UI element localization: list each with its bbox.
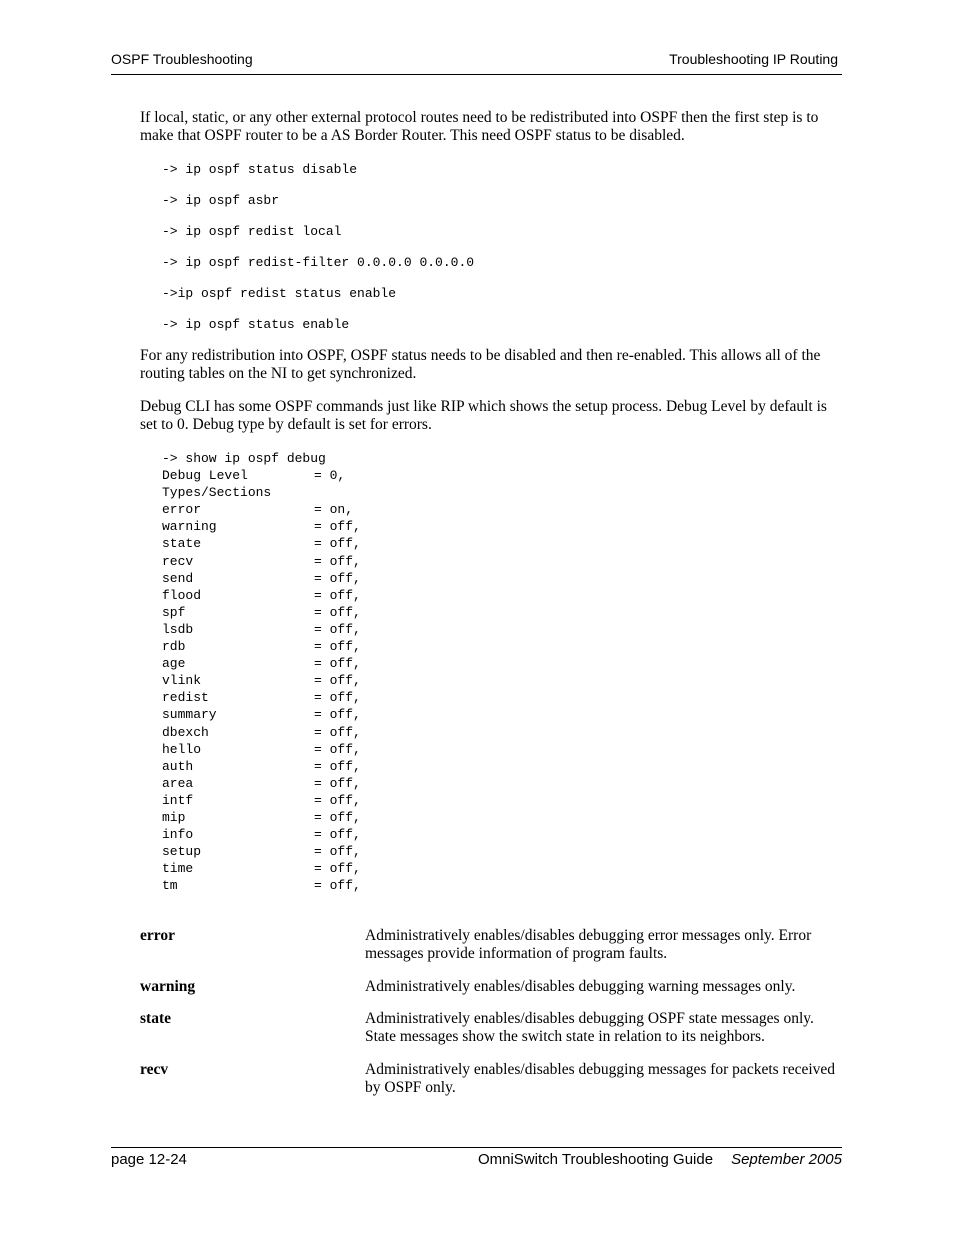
definition-term: state (140, 1010, 171, 1027)
debug-entry-row (162, 621, 361, 638)
command-line: -> ip ospf status disable (162, 162, 358, 177)
debug-entry-value: = off, (314, 724, 361, 740)
debug-entry-value: = on, (314, 502, 354, 518)
debug-entry-value: = off, (314, 827, 361, 843)
guide-title: OmniSwitch Troubleshooting Guide (477, 1151, 714, 1168)
debug-entry-row (162, 518, 361, 535)
debug-entry-value: = off, (314, 844, 361, 860)
debug-entry-name: send (162, 570, 194, 586)
debug-entry-name: rdb (162, 639, 186, 655)
debug-entry-row (162, 501, 361, 518)
debug-entry-row (162, 672, 361, 689)
debug-entry-name: redist (162, 690, 209, 706)
definition-term: warning (140, 978, 196, 995)
debug-entry-value: = off, (314, 741, 361, 757)
debug-entry-value: = off, (314, 621, 361, 637)
debug-entry-value: = off, (314, 639, 361, 655)
debug-entry-value: = off, (314, 536, 361, 552)
debug-entry-value: = off, (314, 861, 361, 877)
debug-output (162, 450, 361, 894)
command-line: ->ip ospf redist status enable (162, 286, 397, 301)
publication-date: September 2005 (731, 1151, 842, 1168)
debug-entry-name: vlink (162, 673, 202, 689)
debug-level-label: Debug Level (162, 468, 248, 484)
debug-entry-name: recv (162, 553, 194, 569)
debug-entry-name: dbexch (162, 724, 209, 740)
debug-entry-name: info (162, 827, 194, 843)
debug-entry-row (162, 860, 361, 877)
debug-entry-value: = off, (314, 604, 361, 620)
running-header-section: OSPF Troubleshooting (111, 51, 253, 67)
debug-entry-row (162, 792, 361, 809)
debug-entry-row (162, 724, 361, 741)
debug-level-value: = 0, (314, 468, 346, 484)
debug-command: -> show ip ospf debug (162, 451, 326, 466)
running-header-chapter: Troubleshooting IP Routing (669, 51, 838, 67)
debug-entry-value: = off, (314, 758, 361, 774)
debug-entry-value: = off, (314, 519, 361, 535)
debug-entry-value: = off, (314, 775, 361, 791)
page-number: page 12-24 (111, 1151, 187, 1168)
definition-term: recv (140, 1061, 169, 1078)
command-line: -> ip ospf status enable (162, 317, 350, 332)
debug-entry-name: flood (162, 587, 202, 603)
footer-guide (478, 1151, 842, 1168)
command-line: -> ip ospf redist-filter 0.0.0.0 0.0.0.0 (162, 255, 475, 270)
debug-entry-row (162, 553, 361, 570)
debug-entry-row (162, 604, 361, 621)
debug-entry-name: mip (162, 809, 186, 825)
debug-entry-name: intf (162, 792, 194, 808)
debug-entry-row (162, 877, 361, 894)
command-line: -> ip ospf asbr (162, 193, 280, 208)
debug-entry-value: = off, (314, 673, 361, 689)
definition-term: error (140, 927, 175, 944)
debug-entry-row (162, 758, 361, 775)
debug-entry-name: setup (162, 844, 202, 860)
debug-entry-name: warning (162, 519, 217, 535)
command-line: -> ip ospf redist local (162, 224, 342, 239)
debug-entry-row (162, 843, 361, 860)
definition-description: Administratively enables/disables debugging warning messages only. (365, 978, 796, 995)
definition-description: Administratively enables/disables debugging OSPF state messages only. State messages show the switch state in relation to its neighbors. (365, 1010, 814, 1045)
debug-entry-name: time (162, 861, 194, 877)
debug-entry-row (162, 741, 361, 758)
definition-description: Administratively enables/disables debugging messages for packets received by OSPF only. (365, 1061, 836, 1096)
debug-sections-label: Types/Sections (162, 485, 272, 501)
debug-entry-value: = off, (314, 809, 361, 825)
debug-entry-row (162, 655, 361, 672)
debug-entry-row (162, 689, 361, 706)
debug-entry-name: summary (162, 707, 217, 723)
debug-entry-name: error (162, 502, 202, 518)
debug-entry-row (162, 535, 361, 552)
debug-entry-row (162, 826, 361, 843)
debug-entry-row (162, 587, 361, 604)
header-rule (111, 74, 842, 75)
debug-entry-row (162, 638, 361, 655)
redistribution-paragraph: For any redistribution into OSPF, OSPF status needs to be disabled and then re-enabled. This allows all of the routing tables on the NI to get synchronized. (140, 347, 821, 382)
debug-entry-name: hello (162, 741, 202, 757)
debug-entry-value: = off, (314, 690, 361, 706)
debug-entry-value: = off, (314, 570, 361, 586)
debug-entry-name: tm (162, 878, 178, 894)
definition-description: Administratively enables/disables debugging error messages only. Error messages provide information of program faults. (365, 927, 812, 962)
debug-entry-row (162, 809, 361, 826)
debug-entry-value: = off, (314, 587, 361, 603)
debug-entry-name: area (162, 775, 194, 791)
footer-rule (111, 1147, 842, 1148)
debug-entry-value: = off, (314, 792, 361, 808)
debug-entry-name: state (162, 536, 202, 552)
debug-entry-name: age (162, 656, 186, 672)
debug-entry-name: spf (162, 604, 186, 620)
debug-entry-value: = off, (314, 878, 361, 894)
debug-entry-row (162, 570, 361, 587)
debug-level-row (162, 467, 361, 484)
debug-entry-name: lsdb (162, 621, 194, 637)
debug-paragraph: Debug CLI has some OSPF commands just like RIP which shows the setup process. Debug Level by default is set to 0. Debug type by default is set for errors. (140, 398, 827, 433)
debug-entry-value: = off, (314, 553, 361, 569)
intro-paragraph: If local, static, or any other external protocol routes need to be redistributed into OSPF then the first step is to make that OSPF router to be a AS Border Router. This need OSPF status to be disabled. (140, 109, 819, 144)
debug-entry-name: auth (162, 758, 194, 774)
debug-entry-row (162, 706, 361, 723)
debug-entry-value: = off, (314, 656, 361, 672)
debug-entries (162, 501, 361, 894)
debug-entry-row (162, 775, 361, 792)
debug-entry-value: = off, (314, 707, 361, 723)
